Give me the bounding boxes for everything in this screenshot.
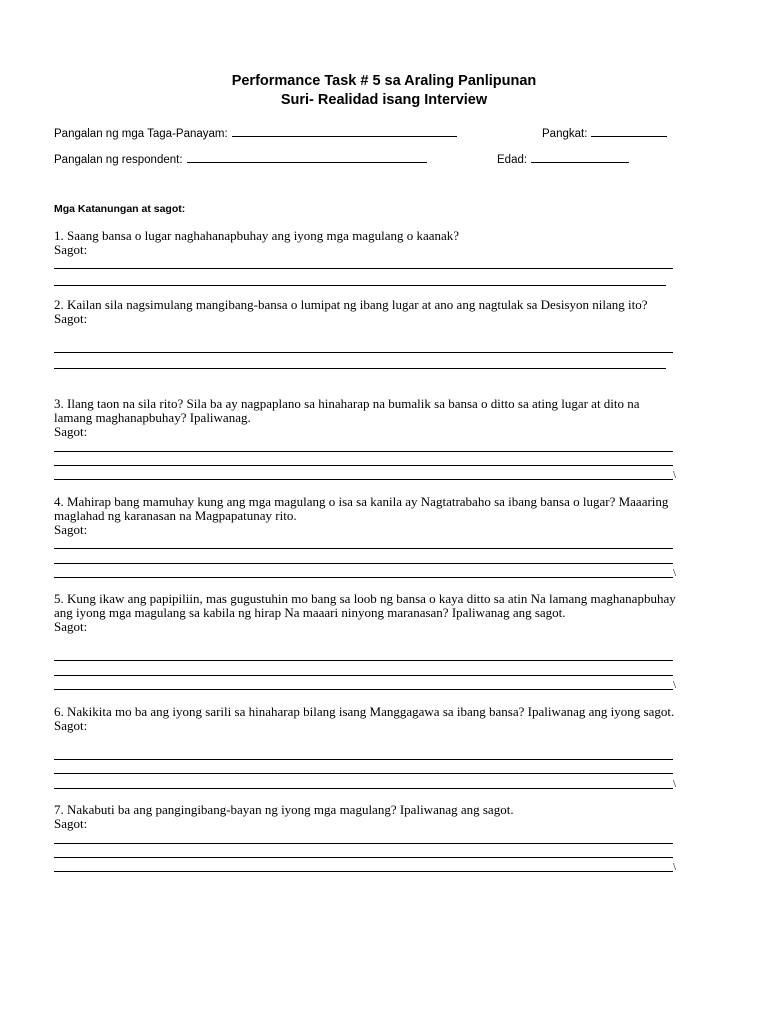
question-5 xyxy=(54,592,679,634)
answer-line[interactable] xyxy=(54,268,673,269)
question-text: 2. Kailan sila nagsimulang mangibang-bansa o lumipat ng ibang lugar at ano ang nagtulak sa Desisyon nilang ito? xyxy=(54,297,648,312)
answer-label: Sagot: xyxy=(54,522,88,537)
answer-line[interactable] xyxy=(54,675,673,676)
respondent-name-blank[interactable] xyxy=(187,151,427,163)
age-blank[interactable] xyxy=(531,151,629,163)
answer-line[interactable] xyxy=(54,548,673,549)
answer-label: Sagot: xyxy=(54,311,88,326)
answer-label: Sagot: xyxy=(54,242,88,257)
group-label: Pangkat: xyxy=(542,128,588,140)
group-blank[interactable] xyxy=(591,125,667,137)
answer-line[interactable] xyxy=(54,479,673,480)
answer-line[interactable] xyxy=(54,352,673,353)
question-7 xyxy=(54,803,679,831)
question-3 xyxy=(54,397,679,439)
answer-line[interactable] xyxy=(54,788,673,789)
interviewer-name-field xyxy=(54,125,457,140)
answer-line[interactable] xyxy=(54,285,666,286)
answer-line[interactable] xyxy=(54,857,673,858)
respondent-name-label: Pangalan ng respondent: xyxy=(54,154,183,166)
interviewer-name-label: Pangalan ng mga Taga-Panayam: xyxy=(54,128,228,140)
question-text: 1. Saang bansa o lugar naghahanapbuhay ang iyong mga magulang o kaanak? xyxy=(54,228,460,243)
page-title: Performance Task # 5 sa Araling Panlipunan xyxy=(231,73,537,89)
age-label: Edad: xyxy=(497,154,528,166)
question-2 xyxy=(54,298,679,326)
answer-line[interactable] xyxy=(54,368,666,369)
answer-line[interactable] xyxy=(54,465,673,466)
question-text: 4. Mahirap bang mamuhay kung ang mga magulang o isa sa kanila ay Nagtatrabaho sa ibang bansa o lugar? Maaaring maglahad ng karanasan na Magpapatunay rito. xyxy=(54,494,669,523)
answer-label: Sagot: xyxy=(54,816,88,831)
question-6 xyxy=(54,705,679,733)
question-text: 7. Nakabuti ba ang pangingibang-bayan ng iyong mga magulang? Ipaliwanag ang sagot. xyxy=(54,802,514,817)
question-text: 6. Nakikita mo ba ang iyong sarili sa hinaharap bilang isang Manggagawa sa ibang bansa? Ipaliwanag ang iyong sagot. xyxy=(54,704,675,719)
question-text: 3. Ilang taon na sila rito? Sila ba ay nagpaplano sa hinaharap na bumalik sa bansa o ditto sa ating lugar at dito na lamang maghanapbuhay? Ipaliwanag. xyxy=(54,396,640,425)
answer-line[interactable] xyxy=(54,773,673,774)
answer-line[interactable] xyxy=(54,451,673,452)
question-4 xyxy=(54,495,679,537)
answer-line[interactable] xyxy=(54,660,673,661)
line-end-mark: \ xyxy=(673,778,677,790)
interviewer-name-blank[interactable] xyxy=(232,125,457,137)
answer-line[interactable] xyxy=(54,577,673,578)
section-label: Mga Katanungan at sagot: xyxy=(54,203,186,215)
answer-label: Sagot: xyxy=(54,424,88,439)
line-end-mark: \ xyxy=(673,679,677,691)
line-end-mark: \ xyxy=(673,567,677,579)
answer-line[interactable] xyxy=(54,843,673,844)
question-1 xyxy=(54,229,679,257)
age-field xyxy=(497,151,629,166)
answer-line[interactable] xyxy=(54,563,673,564)
answer-label: Sagot: xyxy=(54,619,88,634)
line-end-mark: \ xyxy=(673,861,677,873)
respondent-name-field xyxy=(54,151,427,166)
answer-line[interactable] xyxy=(54,689,673,690)
answer-line[interactable] xyxy=(54,759,673,760)
page-subtitle: Suri- Realidad isang Interview xyxy=(280,92,488,108)
answer-label: Sagot: xyxy=(54,718,88,733)
question-text: 5. Kung ikaw ang papipiliin, mas gugustuhin mo bang sa loob ng bansa o kaya ditto sa atin Na lamang maghanapbuhay ang iyong mga magulang sa kabila ng hirap Na maaari ninyong maranasan? Ipaliwanag ang sagot. xyxy=(54,591,676,620)
line-end-mark: \ xyxy=(673,469,677,481)
answer-line[interactable] xyxy=(54,871,673,872)
group-field xyxy=(542,125,667,140)
